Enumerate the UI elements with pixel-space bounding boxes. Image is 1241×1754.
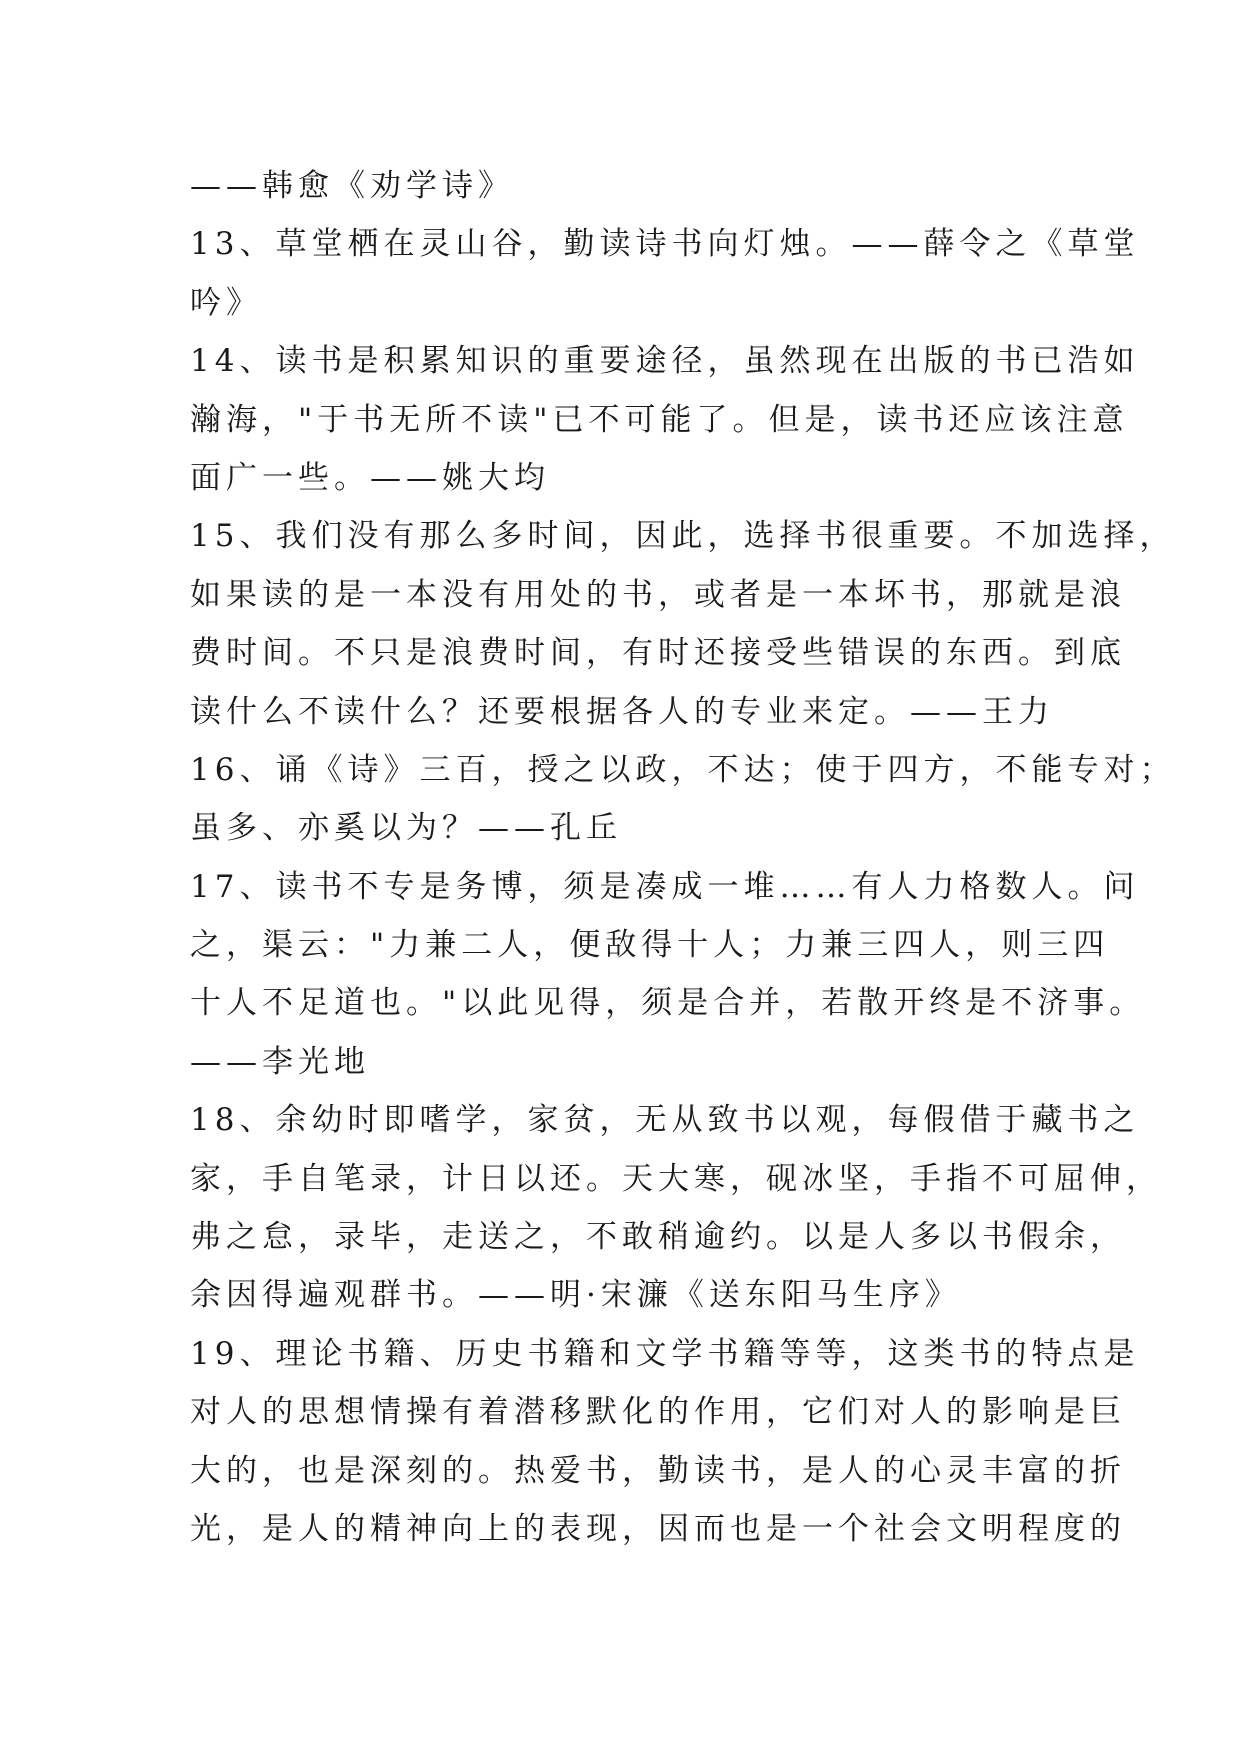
- text-line: 虽多、亦奚以为？——孔丘: [190, 810, 622, 847]
- text-line: 18、余幼时即嗜学，家贫，无从致书以观，每假借于藏书之: [190, 1102, 1140, 1139]
- text-line: ——李光地: [190, 1043, 370, 1080]
- text-line: 17、读书不专是务博，须是凑成一堆……有人力格数人。问: [190, 868, 1140, 905]
- text-line: 余因得遍观群书。——明·宋濂《送东阳马生序》: [190, 1277, 961, 1314]
- text-line: 13、草堂栖在灵山谷，勤读诗书向灯烛。——薛令之《草堂: [190, 226, 1140, 263]
- text-line: ——韩愈《劝学诗》: [190, 168, 514, 204]
- text-line: 大的，也是深刻的。热爱书，勤读书，是人的心灵丰富的折: [190, 1452, 1126, 1489]
- text-line: 十人不足道也。"以此见得，须是合并，若散开终是不济事。: [190, 985, 1146, 1022]
- text-line: 家，手自笔录，计日以还。天大寒，砚冰坚，手指不可屈伸，: [190, 1160, 1162, 1197]
- text-line: 读什么不读什么？还要根据各人的专业来定。——王力: [190, 693, 1054, 730]
- text-line: 15、我们没有那么多时间，因此，选择书很重要。不加选择，: [190, 518, 1176, 555]
- text-line: 19、理论书籍、历史书籍和文学书籍等等，这类书的特点是: [190, 1335, 1140, 1372]
- text-line: 弗之怠，录毕，走送之，不敢稍逾约。以是人多以书假余，: [190, 1219, 1126, 1256]
- text-line: 16、诵《诗》三百，授之以政，不达；使于四方，不能专对；: [190, 751, 1176, 788]
- text-line: 费时间。不只是浪费时间，有时还接受些错误的东西。到底: [190, 635, 1126, 672]
- text-line: 如果读的是一本没有用处的书，或者是一本坏书，那就是浪: [190, 576, 1126, 613]
- text-line: 瀚海，"于书无所不读"已不可能了。但是，读书还应该注意: [190, 401, 1129, 438]
- text-line: 吟》: [190, 284, 262, 321]
- document-body: [190, 157, 1176, 1558]
- text-line: 对人的思想情操有着潜移默化的作用，它们对人的影响是巨: [190, 1394, 1126, 1431]
- text-line: 光，是人的精神向上的表现，因而也是一个社会文明程度的: [190, 1510, 1126, 1547]
- text-line: 面广一些。——姚大均: [190, 459, 550, 496]
- text-line: 之，渠云："力兼二人，便敌得十人；力兼三四人，则三四: [190, 927, 1110, 964]
- text-line: 14、读书是积累知识的重要途径，虽然现在出版的书已浩如: [190, 343, 1140, 380]
